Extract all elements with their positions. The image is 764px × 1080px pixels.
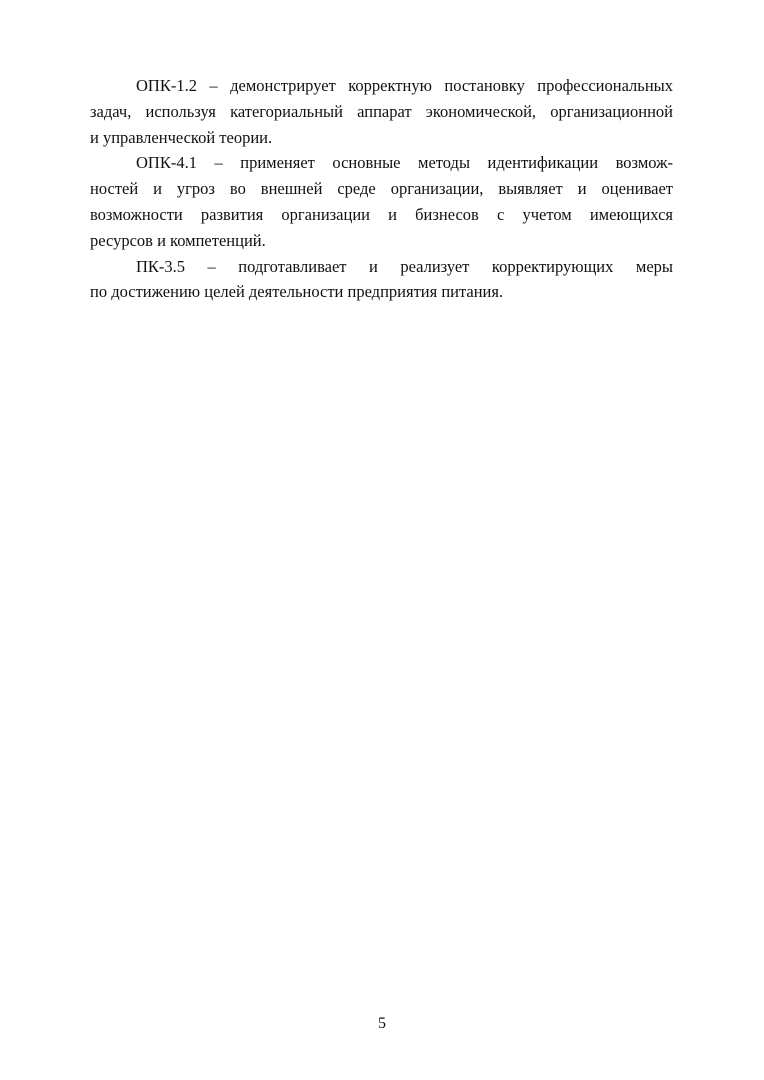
text-line: задач, используя категориальный аппарат экономической, организационной (90, 101, 673, 121)
text-line: и управленческой теории. (90, 127, 273, 147)
text-line: ПК-3.5 – подготавливает и реализует корректирующих меры (136, 256, 673, 276)
text-line: ностей и угроз во внешней среде организации, выявляет и оценивает (90, 179, 673, 199)
text-line: ресурсов и компетенций. (90, 230, 266, 250)
page-number: 5 (378, 1015, 386, 1032)
paragraph-pk-3-5 (90, 254, 673, 306)
paragraph-opk-1-2 (90, 73, 673, 150)
text-line: возможности развития организации и бизнесов с учетом имеющихся (90, 204, 673, 224)
text-line: ОПК-1.2 – демонстрирует корректную постановку профессиональных (136, 76, 673, 95)
document-body (90, 73, 673, 305)
text-line: ОПК-4.1 – применяет основные методы идентификации возмож- (136, 153, 673, 173)
paragraph-opk-4-1 (90, 150, 673, 253)
text-line: по достижению целей деятельности предприятия питания. (90, 282, 504, 302)
